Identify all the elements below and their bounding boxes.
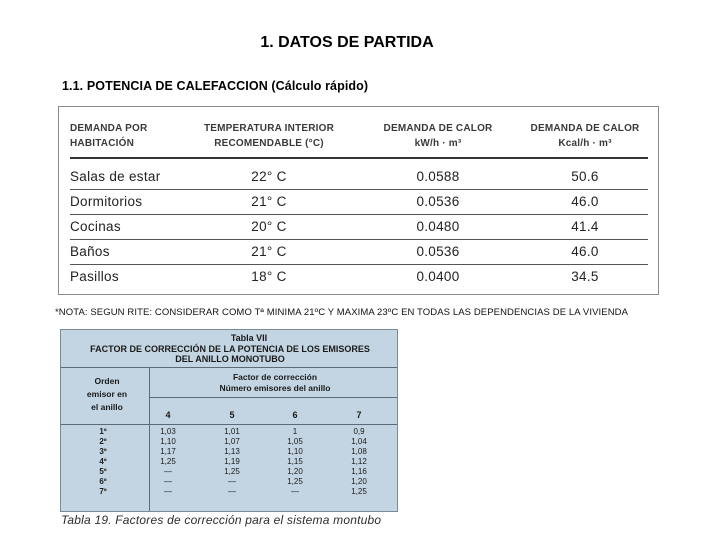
factor-column-7: 0,9 1,04 1,08 1,12 1,16 1,20 1,25: [351, 427, 367, 496]
table-caption: Tabla 19. Factores de corrección para el sistema montubo: [61, 513, 382, 527]
table-rule: [149, 397, 398, 398]
header-demand-room: DEMANDA POR HABITACIÓN: [70, 123, 148, 149]
table-rule: [61, 424, 397, 425]
demand-kw: 0.0536: [416, 244, 460, 259]
factor-column-4: 1,03 1,10 1,17 1,25 — — —: [160, 427, 176, 496]
emitters-5: 5: [229, 410, 235, 420]
rite-note: *NOTA: SEGUN RITE: CONSIDERAR COMO Tª MINIMA 21ºC Y MAXIMA 23ºC EN TODAS LAS DEPENDENCIAS DE LA VIVIENDA: [55, 307, 629, 318]
emitters-7: 7: [356, 410, 362, 420]
table-label: Tabla VII: [230, 333, 268, 343]
demand-kcal: 46.0: [571, 244, 599, 259]
table-rule: [61, 367, 397, 368]
section-subtitle: 1.1. POTENCIA DE CALEFACCION (Cálculo rápido): [62, 79, 369, 93]
room-name: Dormitorios: [70, 194, 143, 209]
emitters-4: 4: [165, 410, 171, 420]
room-name: Cocinas: [70, 219, 121, 234]
order-column: 1º 2º 3º 4º 5º 6º 7º: [99, 427, 107, 496]
header-temperature: TEMPERATURA INTERIOR RECOMENDABLE (°C): [203, 123, 335, 149]
factor-column-6: 1 1,05 1,10 1,15 1,20 1,25 —: [287, 427, 303, 496]
demand-kw: 0.0400: [416, 269, 460, 284]
header-demand-kw: DEMANDA DE CALOR kW/h · m³: [383, 123, 493, 149]
header-demand-kcal: DEMANDA DE CALOR Kcal/h · m³: [530, 123, 640, 149]
demand-kcal: 50.6: [571, 169, 599, 184]
demand-kcal: 41.4: [571, 219, 599, 234]
page-title: 1. DATOS DE PARTIDA: [260, 34, 434, 51]
demand-kcal: 46.0: [571, 194, 599, 209]
table-row: [59, 239, 658, 264]
room-name: Pasillos: [70, 269, 119, 284]
room-temp: 21° C: [251, 194, 287, 209]
emitters-6: 6: [292, 410, 298, 420]
header-rule: [70, 157, 648, 159]
room-name: Salas de estar: [70, 169, 161, 184]
factor-column-5: 1,01 1,07 1,13 1,19 1,25 — —: [224, 427, 240, 496]
room-temp: 21° C: [251, 244, 287, 259]
table-row: [59, 189, 658, 214]
room-temp: 18° C: [251, 269, 287, 284]
room-name: Baños: [70, 244, 110, 259]
demand-kw: 0.0588: [416, 169, 460, 184]
table-row: [59, 164, 658, 189]
factor-header: Factor de corrección Número emisores del anillo: [219, 372, 331, 393]
correction-factor-table: [60, 329, 398, 512]
table-row: [59, 264, 658, 289]
heating-demand-table: [58, 106, 659, 295]
demand-kw: 0.0536: [416, 194, 460, 209]
table-row: [59, 214, 658, 239]
order-header: Orden emisor en el anillo: [86, 376, 128, 412]
room-temp: 22° C: [251, 169, 287, 184]
demand-kw: 0.0480: [416, 219, 460, 234]
room-temp: 20° C: [251, 219, 287, 234]
demand-kcal: 34.5: [571, 269, 599, 284]
table-title: FACTOR DE CORRECCIÓN DE LA POTENCIA DE LOS EMISORES DEL ANILLO MONOTUBO: [90, 344, 370, 364]
